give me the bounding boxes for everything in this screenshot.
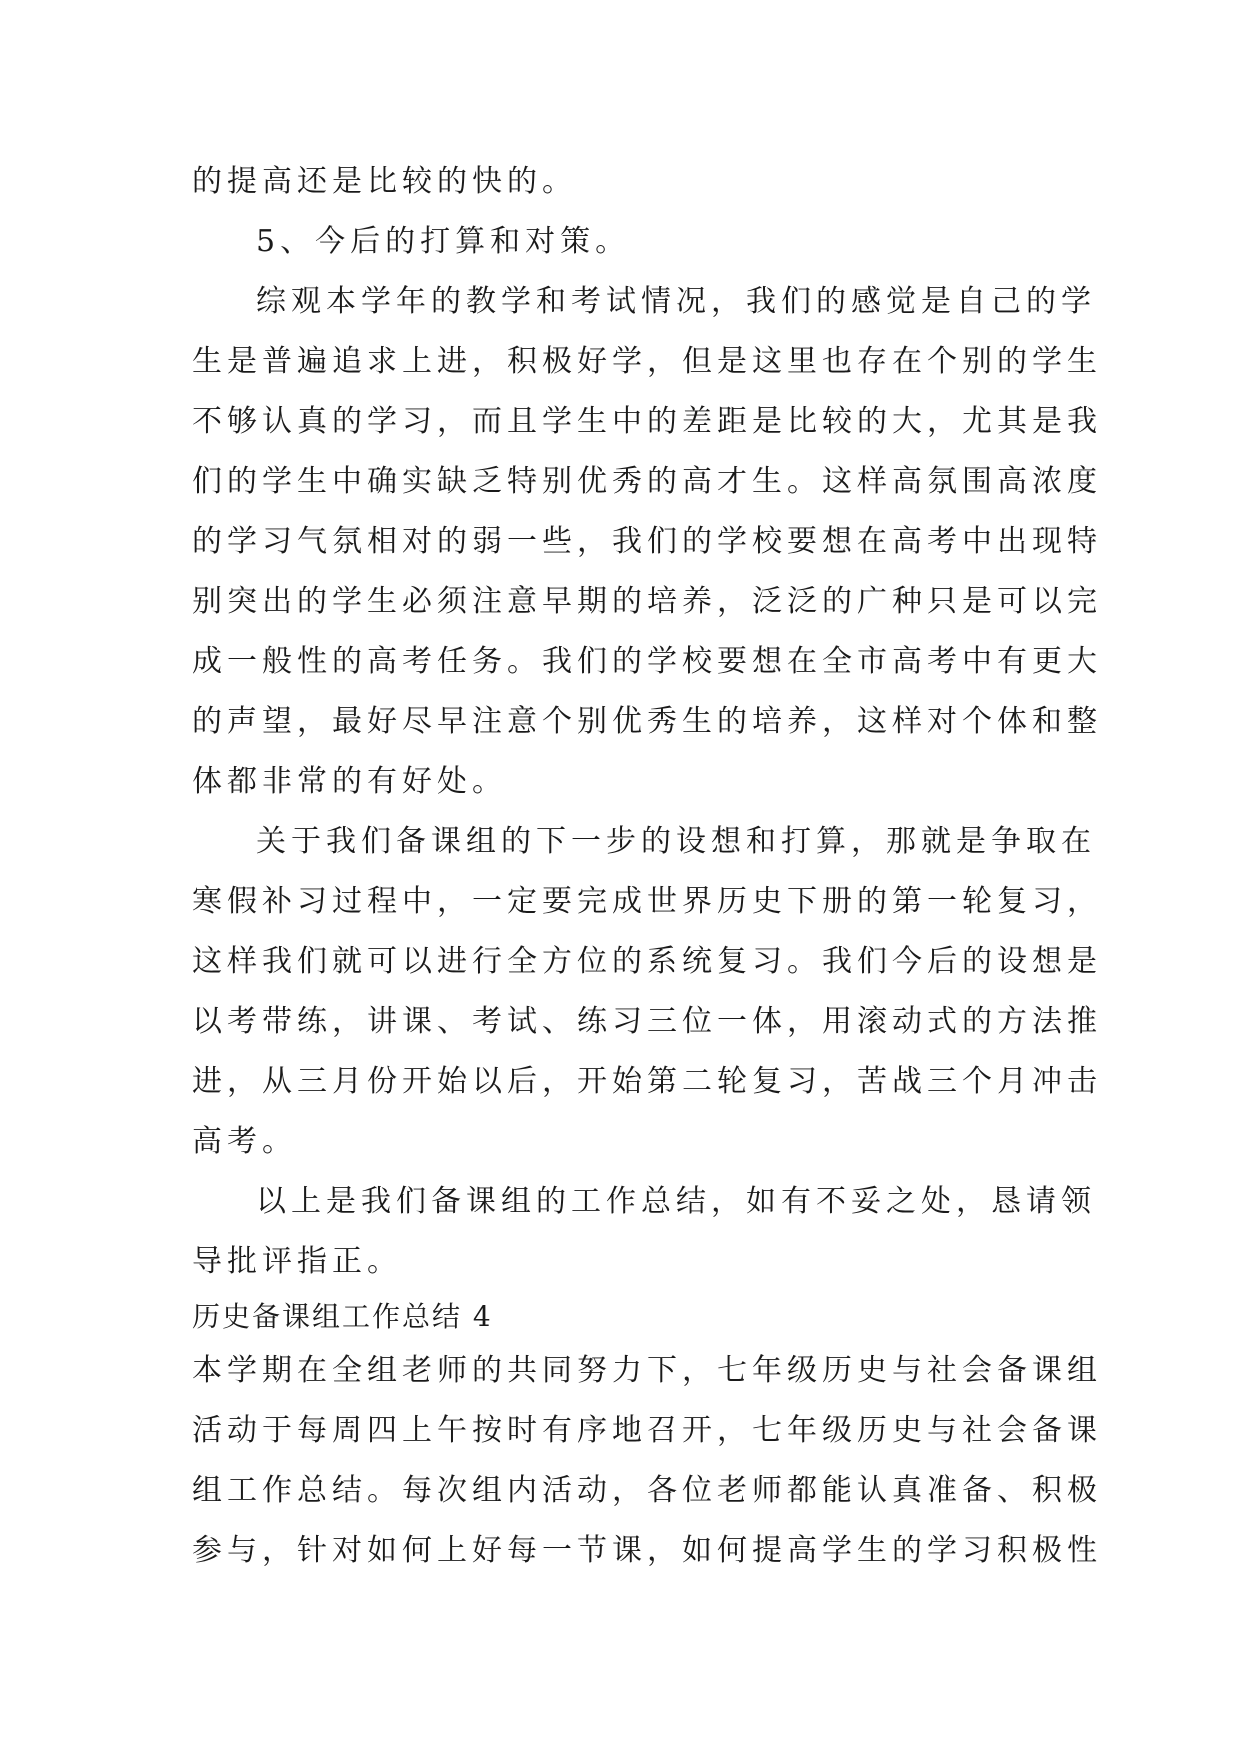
text-line: 本学期在全组老师的共同努力下，七年级历史与社会备课组 [192,1353,1102,1388]
paragraph-continuation [192,152,1072,212]
text-line: 以考带练，讲课、考试、练习三位一体，用滚动式的方法推 [192,1004,1102,1039]
text-line: 这样我们就可以进行全方位的系统复习。我们今后的设想是 [192,944,1102,979]
paragraph-summary [192,272,1102,812]
text-line: 成一般性的高考任务。我们的学校要想在全市高考中有更大 [192,644,1102,679]
text-line: 寒假补习过程中，一定要完成世界历史下册的第一轮复习， [192,884,1102,919]
text-line: 的声望，最好尽早注意个别优秀生的培养，这样对个体和整 [192,704,1102,739]
section-heading-5 [192,212,1072,272]
paragraph-intro [192,1341,1102,1581]
section-title [192,1292,1072,1341]
text-line: 导批评指正。 [192,1244,402,1279]
text-line: 进，从三月份开始以后，开始第二轮复习，苦战三个月冲击 [192,1064,1102,1099]
text-line: 生是普遍追求上进，积极好学，但是这里也存在个别的学生 [192,344,1102,379]
paragraph-closing [192,1172,1096,1292]
text-line: 不够认真的学习，而且学生中的差距是比较的大，尤其是我 [192,404,1102,439]
text-line: 以上是我们备课组的工作总结，如有不妥之处，恳请领 [256,1184,1096,1219]
text-line: 别突出的学生必须注意早期的培养，泛泛的广种只是可以完 [192,584,1102,619]
text-line: 组工作总结。每次组内活动，各位老师都能认真准备、积极 [192,1473,1102,1508]
text-line: 5、今后的打算和对策。 [256,224,631,259]
text-line: 活动于每周四上午按时有序地召开，七年级历史与社会备课 [192,1413,1102,1448]
text-line: 的学习气氛相对的弱一些，我们的学校要想在高考中出现特 [192,524,1102,559]
text-line: 高考。 [192,1124,297,1159]
text-line: 体都非常的有好处。 [192,764,507,799]
text-line: 综观本学年的教学和考试情况，我们的感觉是自己的学 [256,284,1096,319]
text-line: 们的学生中确实缺乏特别优秀的高才生。这样高氛围高浓度 [192,464,1102,499]
document-body [192,152,1102,1581]
paragraph-plan [192,812,1102,1172]
text-line: 参与，针对如何上好每一节课，如何提高学生的学习积极性 [192,1533,1102,1568]
text-line: 关于我们备课组的下一步的设想和打算，那就是争取在 [256,824,1096,859]
text-line: 历史备课组工作总结 4 [192,1300,493,1333]
text-line: 的提高还是比较的快的。 [192,164,577,199]
